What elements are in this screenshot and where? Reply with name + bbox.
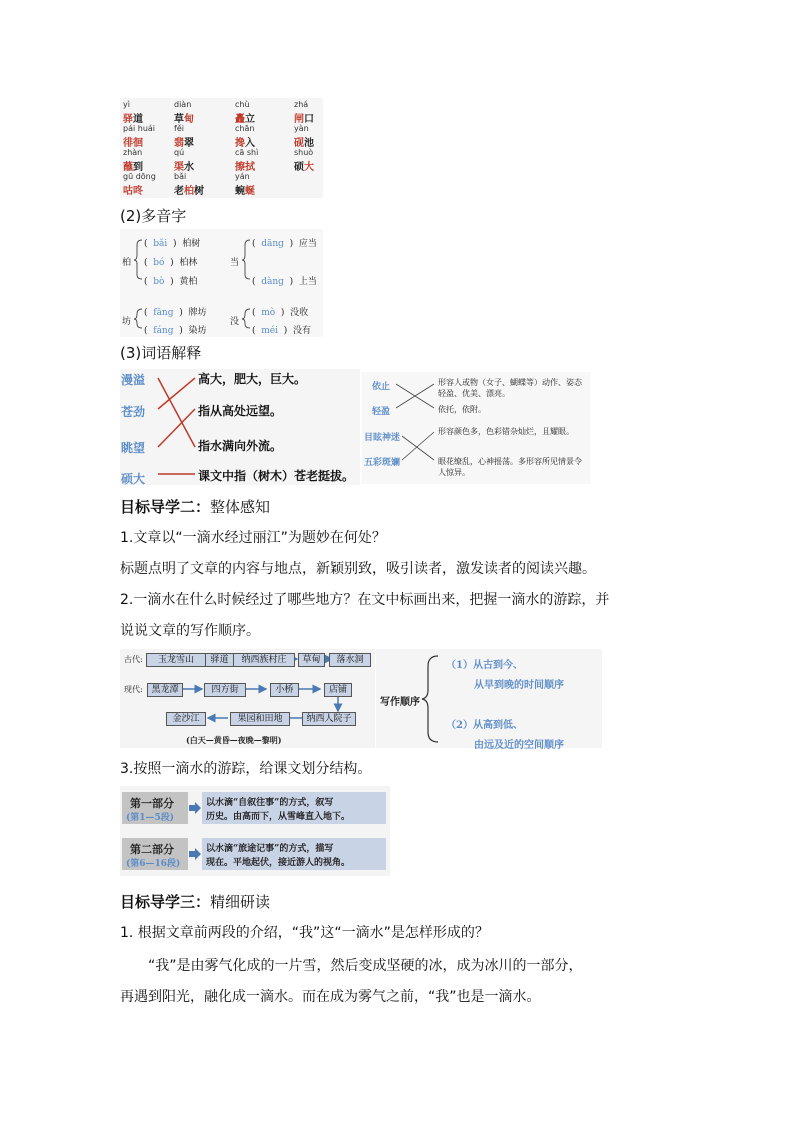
- duoyin-row: [252, 274, 317, 287]
- ciyu-term: 五彩斑斓: [364, 458, 401, 468]
- paren: ): [173, 308, 189, 318]
- paren: (: [144, 308, 154, 318]
- ciyu-def: 形容人或物（女子、蝴蝶等）动作、姿态轻盈、优美、漂亮。: [438, 378, 582, 398]
- word-red: 蘸: [123, 162, 133, 173]
- paren: (: [252, 308, 262, 318]
- ciyu-term: 依止: [372, 382, 391, 392]
- pinyin-word: [294, 134, 314, 149]
- word-part: 道: [133, 114, 143, 125]
- route-box: 玉龙雪山: [146, 653, 206, 667]
- goal3-heading: [120, 891, 270, 912]
- duoyin-word: 牌坊: [188, 308, 207, 318]
- ciyu-term: 目眩神迷: [364, 433, 401, 443]
- ciyu-title: (3)词语解释: [120, 344, 202, 362]
- word-red: 甸: [184, 114, 194, 125]
- duoyin-word: 柏林: [179, 258, 198, 268]
- q4-answer-line1: “我”是由雾气化成的一片雪，然后变成坚硬的冰，成为冰川的一部分，: [148, 958, 583, 974]
- duoyin-py: bó: [153, 258, 165, 268]
- order-item: （2）从高到低、: [446, 720, 523, 731]
- word-red: 矗: [235, 114, 245, 125]
- word-part: 入: [245, 138, 255, 149]
- duoyin-title: (2)多音字: [120, 207, 187, 225]
- part-range: (第1—5段): [126, 813, 175, 823]
- pinyin-word: [123, 182, 143, 197]
- duoyin-brace: [241, 308, 251, 330]
- ciyu-def: 眼花缭乱，心神摇荡。多形容所见情景令人惊异。: [438, 457, 582, 477]
- ciyu-def: 课文中指（树木）苍老挺拔。: [198, 469, 355, 483]
- duoyin-word: 染坊: [188, 326, 207, 336]
- duoyin-word: 黄柏: [179, 277, 198, 287]
- word-part: 到: [133, 162, 143, 173]
- route-time-note: (白天—黄昏—夜晚—黎明): [186, 735, 282, 745]
- word-part: 水: [184, 162, 194, 173]
- word-red: 咕咚: [123, 186, 143, 197]
- ciyu-term: 硕大: [121, 472, 146, 486]
- ciyu-def: 指水满向外流。: [198, 439, 283, 453]
- route-box: 草甸: [298, 653, 325, 667]
- order-label: 写作顺序: [380, 697, 420, 708]
- duoyin-word: 上当: [298, 277, 317, 287]
- route-box: 四方街: [204, 683, 246, 697]
- paren: (: [144, 277, 154, 287]
- route-modern-label: 现代:: [124, 685, 143, 694]
- route-box: 果园和田地: [230, 712, 290, 726]
- ciyu-def: 高大，肥大，巨大。: [198, 372, 307, 386]
- pinyin-word: [235, 158, 255, 173]
- pinyin-label: bǎi: [174, 172, 187, 181]
- word-red: 闸: [294, 114, 304, 125]
- part-text: 以水滴“自叙往事”的方式，叙写: [206, 798, 334, 808]
- word-red: 蜒: [245, 186, 255, 197]
- duoyin-row: [144, 255, 197, 268]
- paren: ): [283, 239, 299, 249]
- duoyin-char: 当: [230, 258, 240, 268]
- part-text: 历史。由高而下，从雪峰直入地下。: [206, 812, 351, 822]
- ciyu-term: 漫溢: [121, 373, 146, 387]
- goal2-rest: 整体感知: [210, 498, 271, 516]
- order-item: （1）从古到今、: [446, 660, 523, 671]
- word-red: 翡: [174, 138, 184, 149]
- route-box: 金沙江: [166, 712, 206, 726]
- route-box: 纳西人院子: [302, 712, 356, 726]
- pinyin-word: [123, 134, 143, 149]
- q4-question: 1. 根据文章前两段的介绍，“我”这“一滴水”是怎样形成的？: [120, 925, 489, 941]
- pinyin-word: [174, 134, 194, 149]
- q2-line1: 2.一滴水在什么时候经过了哪些地方？在文中标画出来，把握一滴水的游踪，并: [120, 592, 610, 608]
- paren: ): [173, 326, 189, 336]
- duoyin-row: [252, 236, 317, 249]
- route-box: 黑龙潭: [147, 683, 183, 697]
- q1-answer: 标题点明了文章的内容与地点，新颖别致，吸引读者，激发读者的阅读兴趣。: [120, 561, 596, 577]
- word-red: 渠: [174, 162, 184, 173]
- ciyu-term: 苍劲: [121, 405, 146, 419]
- paren: ): [164, 258, 180, 268]
- pinyin-label: cā shì: [235, 148, 259, 157]
- pinyin-label: yán: [235, 172, 250, 181]
- pinyin-word: [294, 110, 314, 125]
- q1-question: 1.文章以“一滴水经过丽江”为题妙在何处？: [120, 530, 386, 546]
- order-item: 从早到晚的时间顺序: [474, 680, 564, 691]
- q4-answer-line2: 再遇到阳光，融化成一滴水。而在成为雾气之前，“我”也是一滴水。: [120, 989, 541, 1005]
- duoyin-brace: [133, 239, 143, 281]
- order-item: 由远及近的空间顺序: [474, 740, 564, 751]
- paren: (: [144, 326, 154, 336]
- word-part: 翠: [184, 138, 194, 149]
- paren: ): [283, 277, 299, 287]
- pinyin-word: [294, 158, 314, 173]
- pinyin-label: qú: [174, 148, 185, 157]
- part-title: 第二部分: [130, 843, 174, 856]
- duoyin-word: 没有: [292, 326, 311, 336]
- duoyin-brace: [241, 239, 251, 281]
- word-part: 立: [245, 114, 255, 125]
- part-arrow: [189, 802, 201, 814]
- route-box: 驿道: [205, 653, 234, 667]
- part-title: 第一部分: [130, 797, 174, 810]
- part-range: (第6—16段): [126, 859, 181, 869]
- order-brace: [420, 652, 440, 747]
- duoyin-row: [252, 305, 308, 318]
- pinyin-label: zhàn: [123, 148, 143, 157]
- pinyin-label: diàn: [174, 100, 192, 109]
- word-part: 树: [194, 186, 204, 197]
- word-part: 蜿: [235, 186, 245, 197]
- ciyu-def: 形容颜色多，色彩错杂灿烂，且耀眼。: [438, 427, 574, 436]
- pinyin-label: gū dōng: [123, 172, 156, 181]
- pinyin-label: chān: [235, 124, 255, 133]
- duoyin-py: bǎi: [153, 239, 168, 249]
- pinyin-word: [235, 182, 255, 197]
- goal3-bold: 目标导学三：: [120, 893, 211, 911]
- word-red: 擦拭: [235, 162, 255, 173]
- goal2-bold: 目标导学二：: [120, 498, 211, 516]
- ciyu-term: 轻盈: [372, 407, 391, 417]
- duoyin-py: méi: [261, 326, 278, 336]
- duoyin-py: dàng: [261, 277, 284, 287]
- goal2-heading: [120, 496, 270, 517]
- pinyin-word: [123, 158, 143, 173]
- word-part: 硕: [294, 162, 304, 173]
- route-box: 纳西族村庄: [233, 653, 295, 667]
- duoyin-word: 应当: [298, 239, 317, 249]
- pinyin-word: [174, 182, 204, 197]
- paren: ): [275, 308, 291, 318]
- word-part: 池: [304, 138, 314, 149]
- route-ancient-label: 古代:: [124, 655, 143, 664]
- q2-line2: 说说文章的写作顺序。: [120, 623, 260, 639]
- duoyin-py: dāng: [261, 239, 284, 249]
- duoyin-py: fáng: [153, 326, 174, 336]
- paren: ): [167, 239, 183, 249]
- word-red: 砚: [294, 138, 304, 149]
- pinyin-label: zhá: [294, 100, 309, 109]
- goal3-rest: 精细研读: [210, 893, 271, 911]
- ciyu-def: 依托，依附。: [438, 405, 486, 414]
- paren: (: [252, 326, 262, 336]
- pinyin-label: shuò: [294, 148, 314, 157]
- ciyu-def: 指从高处远望。: [198, 404, 283, 418]
- duoyin-py: fāng: [153, 308, 174, 318]
- duoyin-row: [144, 274, 197, 287]
- duoyin-row: [144, 236, 200, 249]
- word-red: 搀: [235, 138, 245, 149]
- word-part: 草: [174, 114, 184, 125]
- route-box: 店铺: [324, 683, 352, 697]
- duoyin-word: 没收: [290, 308, 309, 318]
- duoyin-brace: [133, 308, 143, 330]
- word-red: 驿: [123, 114, 133, 125]
- duoyin-char: 柏: [122, 258, 132, 268]
- part-text: 以水滴“旅途记事”的方式，描写: [206, 844, 334, 854]
- word-red: 柏: [184, 186, 194, 197]
- duoyin-row: [144, 323, 206, 336]
- q3-question: 3.按照一滴水的游踪，给课文划分结构。: [120, 761, 372, 777]
- paren: (: [144, 239, 154, 249]
- word-red: 大: [304, 162, 314, 173]
- part-text: 现在。平地起伏，接近游人的视角。: [206, 858, 351, 868]
- duoyin-word: 柏树: [182, 239, 201, 249]
- paren: ): [277, 326, 293, 336]
- duoyin-py: mò: [261, 308, 276, 318]
- pinyin-label: yì: [123, 100, 130, 109]
- word-part: 老: [174, 186, 184, 197]
- pinyin-label: pái huái: [123, 124, 156, 133]
- pinyin-label: chù: [235, 100, 250, 109]
- pinyin-word: [174, 110, 194, 125]
- duoyin-char: 坊: [122, 317, 132, 327]
- paren: (: [252, 239, 262, 249]
- pinyin-label: yàn: [294, 124, 309, 133]
- word-part: 口: [304, 114, 314, 125]
- duoyin-row: [144, 305, 206, 318]
- part-arrow: [189, 848, 201, 860]
- paren: (: [144, 258, 154, 268]
- route-box: 小桥: [270, 683, 299, 697]
- pinyin-word: [123, 110, 143, 125]
- pinyin-word: [174, 158, 194, 173]
- ciyu-term: 眺望: [121, 441, 146, 455]
- word-red: 徘徊: [123, 138, 143, 149]
- route-box: 落水洞: [329, 653, 371, 667]
- pinyin-word: [235, 110, 255, 125]
- duoyin-py: bò: [153, 277, 165, 287]
- duoyin-char: 没: [230, 317, 240, 327]
- paren: ): [164, 277, 180, 287]
- pinyin-table: [120, 98, 323, 198]
- duoyin-row: [252, 323, 311, 336]
- pinyin-label: fěi: [174, 124, 184, 133]
- paren: (: [252, 277, 262, 287]
- pinyin-word: [235, 134, 255, 149]
